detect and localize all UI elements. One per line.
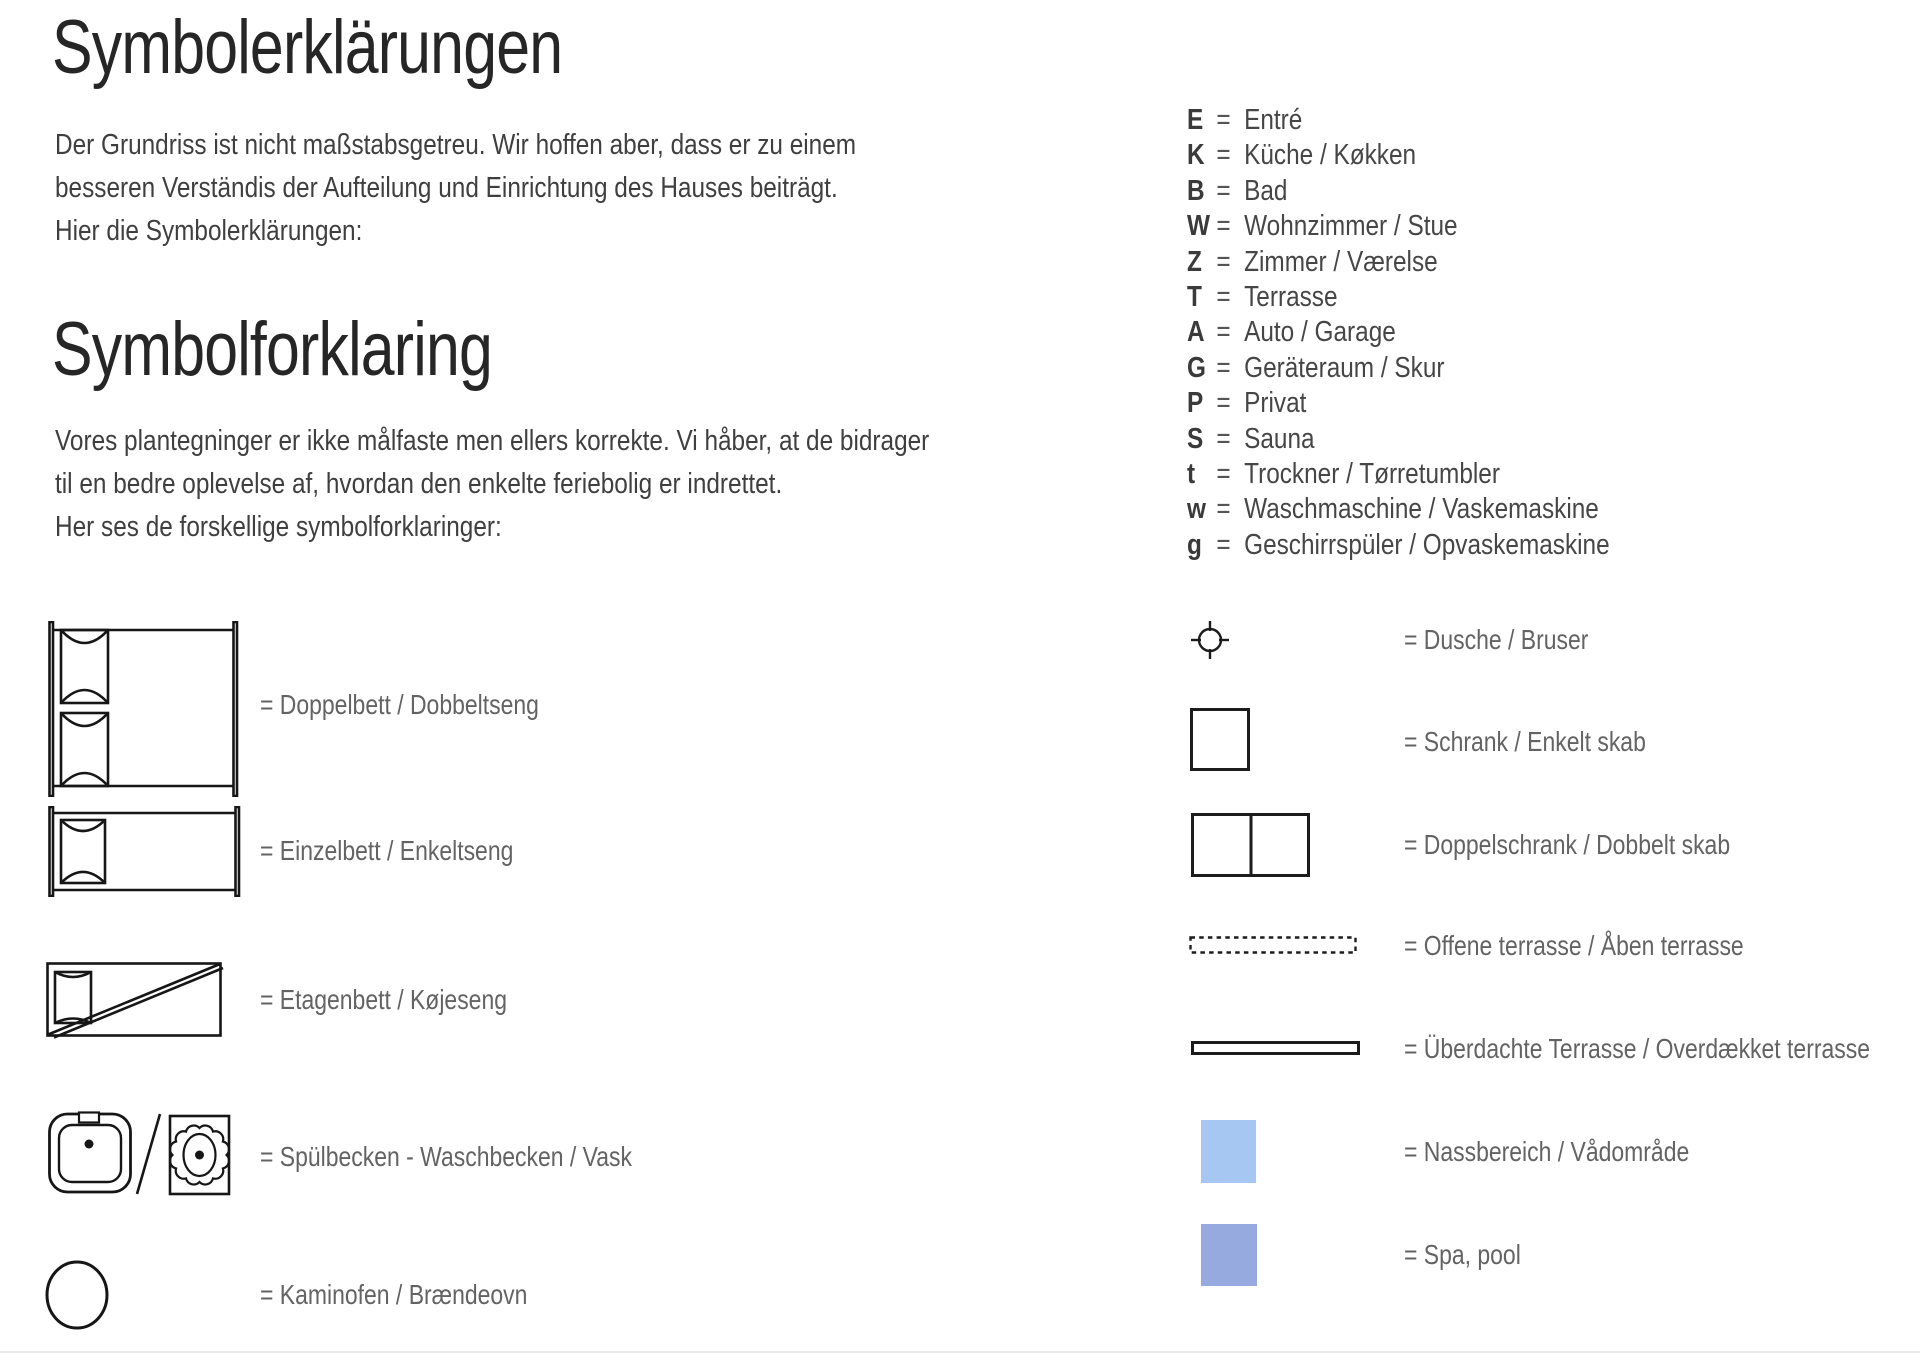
double-cabinet-label: = Doppelschrank / Dobbelt skab xyxy=(1404,829,1731,860)
spa-pool-icon xyxy=(1201,1224,1257,1286)
wet-area-icon xyxy=(1201,1120,1256,1183)
open-terrace-label: = Offene terrasse / Åben terrasse xyxy=(1404,930,1744,961)
bottom-divider xyxy=(0,1351,1920,1353)
double-bed-icon xyxy=(48,621,241,797)
abbreviation-row-auto: A = Auto / Garage xyxy=(1187,316,1396,349)
wood-stove-label: = Kaminofen / Brændeovn xyxy=(260,1279,528,1310)
sink-washbasin-icon xyxy=(48,1108,233,1198)
abbreviation-row-sauna: S = Sauna xyxy=(1187,422,1315,455)
spa-pool-label: = Spa, pool xyxy=(1404,1239,1521,1270)
page-title-danish: Symbolforklaring xyxy=(52,307,492,392)
single-bed-icon xyxy=(48,806,241,897)
intro-danish xyxy=(55,420,929,549)
abbreviation-row-geraeteraum: G = Geräteraum / Skur xyxy=(1187,351,1445,384)
wet-area-label: = Nassbereich / Vådområde xyxy=(1404,1136,1690,1167)
abbreviation-row-privat: P = Privat xyxy=(1187,387,1307,420)
abbreviation-row-geschirrspueler: g = Geschirrspüler / Opvaskemaskine xyxy=(1187,528,1610,561)
intro-danish-line2: til en bedre oplevelse af, hvordan den enkelte feriebolig er indrettet. xyxy=(55,468,783,500)
open-terrace-icon xyxy=(1189,936,1357,954)
abbreviation-row-terrasse: T = Terrasse xyxy=(1187,281,1338,314)
double-cabinet-icon xyxy=(1191,813,1310,877)
page-title-german: Symbolerklärungen xyxy=(52,5,563,90)
intro-danish-line1: Vores plantegninger er ikke målfaste men ellers korrekte. Vi håber, at de bidrager xyxy=(55,425,930,457)
intro-german xyxy=(55,124,856,253)
shower-label: = Dusche / Bruser xyxy=(1404,624,1589,655)
single-cabinet-icon xyxy=(1190,708,1250,771)
abbreviation-row-waschmaschine: w = Waschmaschine / Vaskemaskine xyxy=(1187,493,1599,526)
wood-stove-icon xyxy=(45,1260,109,1330)
shower-icon xyxy=(1187,617,1233,663)
abbreviation-row-trockner: t = Trockner / Tørretumbler xyxy=(1187,458,1500,491)
covered-terrace-icon xyxy=(1191,1041,1360,1055)
intro-german-line2: besseren Verständis der Aufteilung und Einrichtung des Hauses beiträgt. xyxy=(55,172,838,204)
intro-german-line1: Der Grundriss ist nicht maßstabsgetreu. Wir hoffen aber, dass er zu einem xyxy=(55,129,857,161)
abbreviation-row-kueche: K = Küche / Køkken xyxy=(1187,139,1417,172)
covered-terrace-label: = Überdachte Terrasse / Overdækket terrasse xyxy=(1404,1033,1871,1064)
abbreviation-list xyxy=(1187,103,1610,563)
intro-danish-line3: Her ses de forskellige symbolforklaringer: xyxy=(55,511,502,543)
abbreviation-row-bad: B = Bad xyxy=(1187,174,1288,207)
abbreviation-row-zimmer: Z = Zimmer / Værelse xyxy=(1187,245,1438,278)
double-bed-label: = Doppelbett / Dobbeltseng xyxy=(260,689,539,720)
abbreviation-row-entre: E = Entré xyxy=(1187,104,1303,136)
bunk-bed-icon xyxy=(46,962,225,1039)
intro-german-line3: Hier die Symbolerklärungen: xyxy=(55,215,363,247)
bunk-bed-label: = Etagenbett / Køjeseng xyxy=(260,984,507,1015)
single-bed-label: = Einzelbett / Enkeltseng xyxy=(260,835,514,866)
double-cabinet-divider xyxy=(1249,816,1252,874)
sink-washbasin-label: = Spülbecken - Waschbecken / Vask xyxy=(260,1141,633,1172)
abbreviation-row-wohnzimmer: W = Wohnzimmer / Stue xyxy=(1187,210,1458,243)
single-cabinet-label: = Schrank / Enkelt skab xyxy=(1404,726,1646,757)
